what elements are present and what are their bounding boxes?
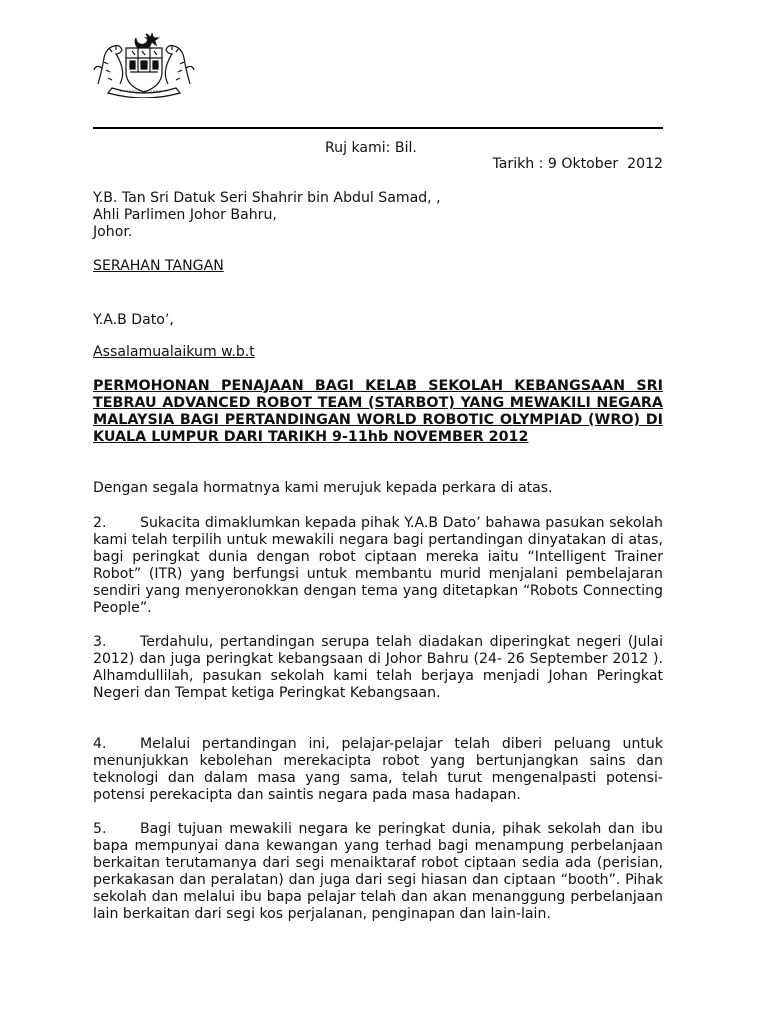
paragraph-text: Melalui pertandingan ini, pelajar-pelajar telah diberi peluang untuk menunjukkan kebolehan merekacipta robot yang bertunjangkan sains dan teknologi dan dalam masa yang sama, telah turut mengenalpasti potensi-potensi perekacipta dan saintis negara pada masa hadapan.: [93, 736, 663, 803]
paragraph-text: Sukacita dimaklumkan kepada pihak Y.A.B Dato’ bahawa pasukan sekolah kami telah terpilih untuk mewakili negara bagi pertandingan dinyatakan di atas, bagi peringkat dunia dengan robot ciptaan mereka iaitu “Intelligent Trainer Robot” (ITR) yang berfungsi untuk membantu murid menjalani pembelajaran sendiri yang menyeronokkan dengan tema yang ditetapkan “Robots Connecting People”.: [93, 515, 663, 616]
malaysia-coat-of-arms-icon: [90, 28, 198, 98]
recipient-line: Ahli Parlimen Johor Bahru,: [93, 207, 277, 223]
opening-sentence: Dengan segala hormatnya kami merujuk kepada perkara di atas.: [93, 480, 553, 496]
paragraph-2: [93, 515, 663, 617]
letter-date: Tarikh : 9 Oktober 2012: [492, 156, 663, 172]
paragraph-number: 4.: [93, 736, 107, 752]
reference-number: Ruj kami: Bil.: [325, 140, 417, 156]
paragraph-5: [93, 821, 663, 923]
salutation: Y.A.B Dato’,: [93, 312, 174, 328]
paragraph-text: Terdahulu, pertandingan serupa telah diadakan diperingkat negeri (Julai 2012) dan juga peringkat kebangsaan di Johor Bahru (24- 26 September 2012 ). Alhamdullilah, pasukan sekolah kami telah berjaya menjadi Johan Peringkat Negeri dan Tempat ketiga Peringkat Kebangsaan.: [93, 634, 663, 701]
greeting: Assalamualaikum w.b.t: [93, 344, 255, 360]
recipient-address: [93, 190, 441, 241]
paragraph-number: 3.: [93, 634, 107, 650]
header-rule: [93, 127, 663, 129]
subject-heading: PERMOHONAN PENAJAAN BAGI KELAB SEKOLAH KEBANGSAAN SRI TEBRAU ADVANCED ROBOT TEAM (STARBOT) YANG MEWAKILI NEGARA MALAYSIA BAGI PERTANDINGAN WORLD ROBOTIC OLYMPIAD (WRO) DI KUALA LUMPUR DARI TARIKH 9-11hb NOVEMBER 2012: [93, 378, 663, 445]
paragraph-4: [93, 736, 663, 804]
paragraph-3: [93, 634, 663, 702]
paragraph-number: 5.: [93, 821, 107, 837]
delivery-method-heading: SERAHAN TANGAN: [93, 258, 224, 274]
paragraph-text: Bagi tujuan mewakili negara ke peringkat dunia, pihak sekolah dan ibu bapa mempunyai dana kewangan yang terhad bagi menampung perbelanjaan berkaitan terutamanya dari segi menaiktaraf robot ciptaan sedia ada (perisian, perkakasan dan peralatan) dan juga dari segi hiasan dan ciptaan “booth”. Pihak sekolah dan melalui ibu bapa pelajar telah dan akan menanggung perbelanjaan lain berkaitan dari segi kos perjalanan, penginapan dan lain-lain.: [93, 821, 663, 922]
recipient-line: Y.B. Tan Sri Datuk Seri Shahrir bin Abdul Samad, ,: [93, 190, 441, 206]
paragraph-number: 2.: [93, 515, 107, 531]
recipient-line: Johor.: [93, 224, 133, 240]
